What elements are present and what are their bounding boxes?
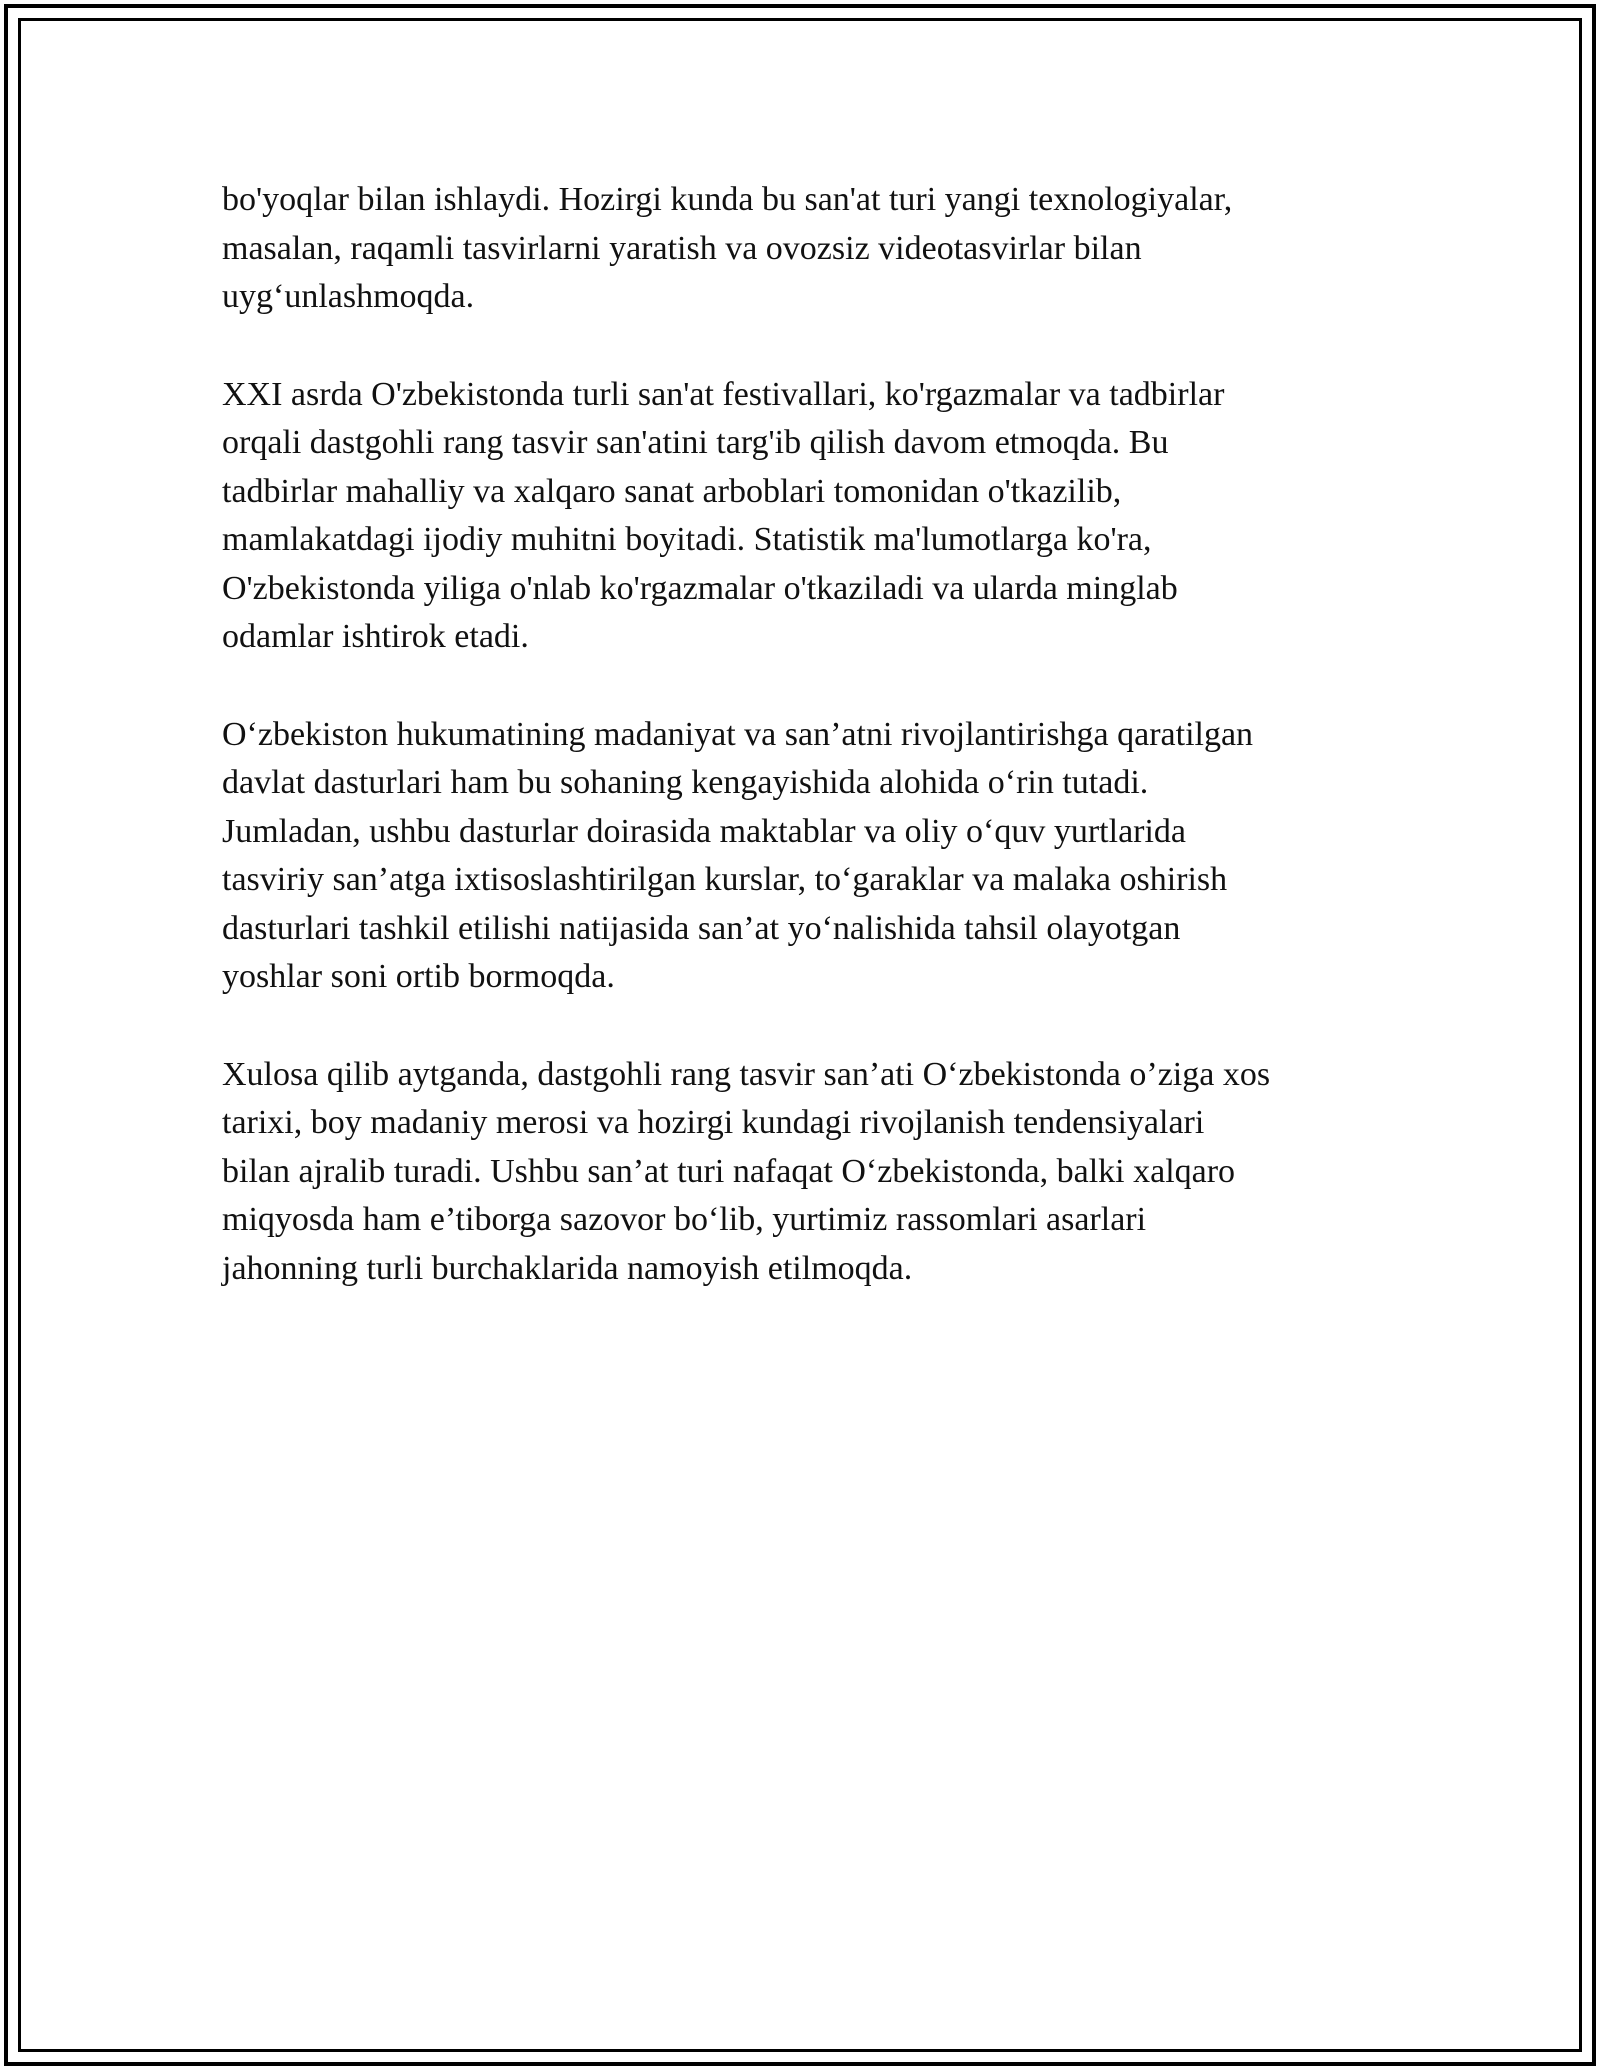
- paragraph-4: Xulosa qilib aytganda, dastgohli rang tasvir san’ati O‘zbekistonda o’ziga xos tarixi, boy madaniy merosi va hozirgi kundagi rivojlanish tendensiyalari bilan ajralib turadi. Ushbu san’at turi nafaqat O‘zbekistonda, balki xalqaro miqyosda ham e’tiborga sazovor bo‘lib, yurtimiz rassomlari asarlari jahonning turli burchaklarida namoyish etilmoqda.: [222, 1055, 1271, 1287]
- document-body: [222, 176, 1382, 1342]
- paragraph-2: XXI asrda O'zbekistonda turli san'at festivallari, ko'rgazmalar va tadbirlar orqali dastgohli rang tasvir san'atini targ'ib qilish davom etmoqda. Bu tadbirlar mahalliy va xalqaro sanat arboblari tomonidan o'tkazilib, mamlakatdagi ijodiy muhitni boyitadi. Statistik ma'lumotlarga ko'ra, O'zbekistonda yiliga o'nlab ko'rgazmalar o'tkaziladi va ularda minglab odamlar ishtirok etadi.: [222, 375, 1225, 655]
- paragraph-1: bo'yoqlar bilan ishlaydi. Hozirgi kunda bu san'at turi yangi texnologiyalar, masalan, raqamli tasvirlarni yaratish va ovozsiz videotasvirlar bilan uyg‘unlashmoqda.: [222, 181, 1233, 315]
- paragraph-3: O‘zbekiston hukumatining madaniyat va san’atni rivojlantirishga qaratilgan davlat dasturlari ham bu sohaning kengayishida alohida o‘rin tutadi. Jumladan, ushbu dasturlar doirasida maktablar va oliy o‘quv yurtlarida tasviriy san’atga ixtisoslashtirilgan kurslar, to‘garaklar va malaka oshirish dasturlari tashkil etilishi natijasida san’at yo‘nalishida tahsil olayotgan yoshlar soni ortib bormoqda.: [222, 715, 1254, 995]
